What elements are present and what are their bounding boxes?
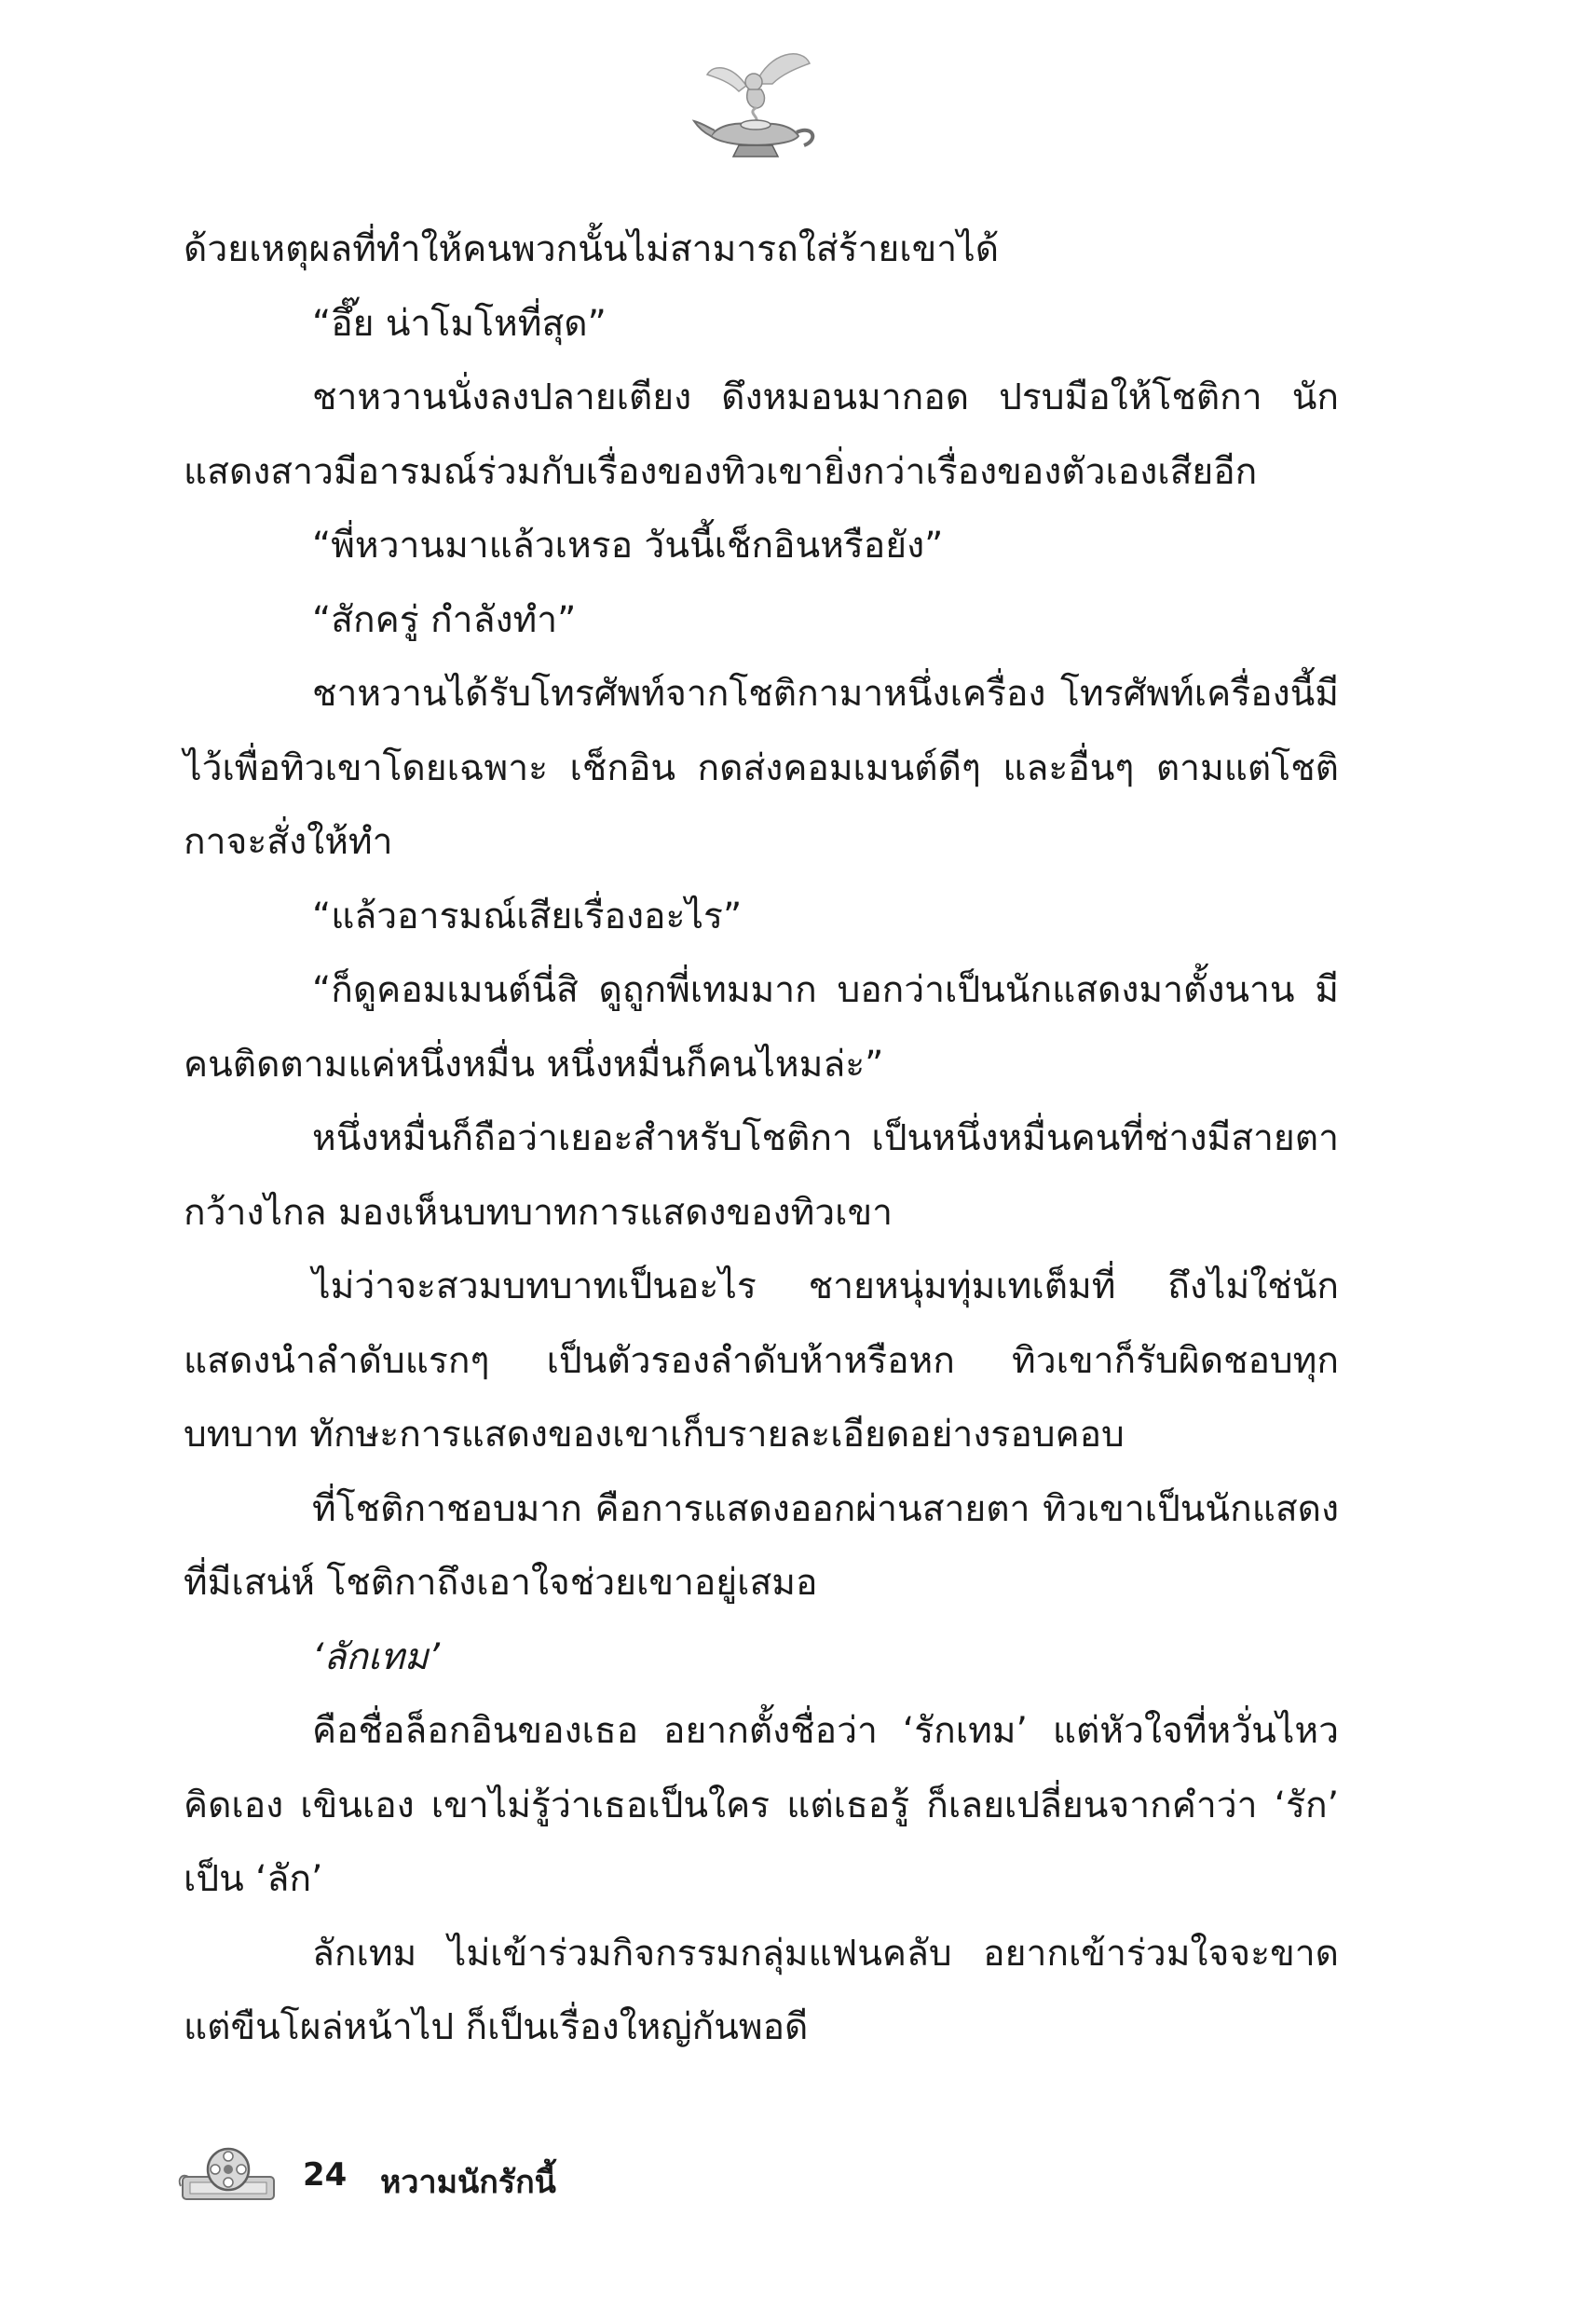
paragraph-2: “อึ๊ย น่าโมโหที่สุด” [312,302,607,345]
paragraph-10: ไม่ว่าจะสวมบทบาทเป็นอะไร ชายหนุ่มทุ่มเทเต็มที่ ถึงไม่ใช่นักแสดงนำลำดับแรกๆ เป็นตัวรองลำดับห้าหรือหก ทิวเขาก็รับผิดชอบทุกบทบาท ทักษะการแสดงของเขาเก็บรายละเอียดอย่างรอบคอบ [184,1265,1339,1456]
paragraph-14: ลักเทม ไม่เข้าร่วมกิจกรรมกลุ่มแฟนคลับ อยากเข้าร่วมใจจะขาด แต่ขืนโผล่หน้าไป ก็เป็นเรื่องใหญ่กันพอดี [184,1932,1339,2048]
page-number: 24 [303,2156,348,2194]
paragraph-1: ด้วยเหตุผลที่ทำให้คนพวกนั้นไม่สามารถใส่ร้ายเขาได้ [184,228,1000,270]
book-title: หวามนักรักนี้ [380,2164,556,2201]
body-text [184,212,1339,2065]
paragraph-6: ชาหวานได้รับโทรศัพท์จากโชติกามาหนึ่งเครื่อง โทรศัพท์เครื่องนี้มีไว้เพื่อทิวเขาโดยเฉพาะ เช็กอิน กดส่งคอมเมนต์ดีๆ และอื่นๆ ตามแต่โชติกาจะสั่งให้ทำ [184,673,1339,863]
film-reel-icon [177,2141,280,2207]
paragraph-8: “ก็ดูคอมเมนต์นี่สิ ดูถูกพี่เทมมาก บอกว่าเป็นนักแสดงมาตั้งนาน มีคนติดตามแค่หนึ่งหมื่น หนึ่งหมื่นก็คนไหมล่ะ” [184,969,1339,1086]
paragraph-5: “สักครู่ กำลังทำ” [312,598,577,641]
paragraph-9: หนึ่งหมื่นก็ถือว่าเยอะสำหรับโชติกา เป็นหนึ่งหมื่นคนที่ช่างมีสายตากว้างไกล มองเห็นบทบาทการแสดงของทิวเขา [184,1117,1339,1234]
paragraph-4: “พี่หวานมาแล้วเหรอ วันนี้เช็กอินหรือยัง” [312,525,944,567]
genie-lamp-cupid-icon [690,47,821,163]
paragraph-7: “แล้วอารมณ์เสียเรื่องอะไร” [312,895,743,937]
page-footer [177,2141,736,2207]
paragraph-13: คือชื่อล็อกอินของเธอ อยากตั้งชื่อว่า ‘รักเทม’ แต่หัวใจที่หวั่นไหวคิดเอง เขินเอง เขาไม่รู้ว่าเธอเป็นใคร แต่เธอรู้ ก็เลยเปลี่ยนจากคำว่า ‘รัก’ เป็น ‘ลัก’ [184,1710,1339,1900]
paragraph-3: ชาหวานนั่งลงปลายเตียง ดึงหมอนมากอด ปรบมือให้โชติกา นักแสดงสาวมีอารมณ์ร่วมกับเรื่องของทิวเขายิ่งกว่าเรื่องของตัวเองเสียอีก [184,376,1339,493]
paragraph-12: ‘ลักเทม’ [312,1635,441,1678]
paragraph-11: ที่โชติกาชอบมาก คือการแสดงออกผ่านสายตา ทิวเขาเป็นนักแสดงที่มีเสน่ห์ โชติกาถึงเอาใจช่วยเขาอยู่เสมอ [184,1487,1339,1604]
